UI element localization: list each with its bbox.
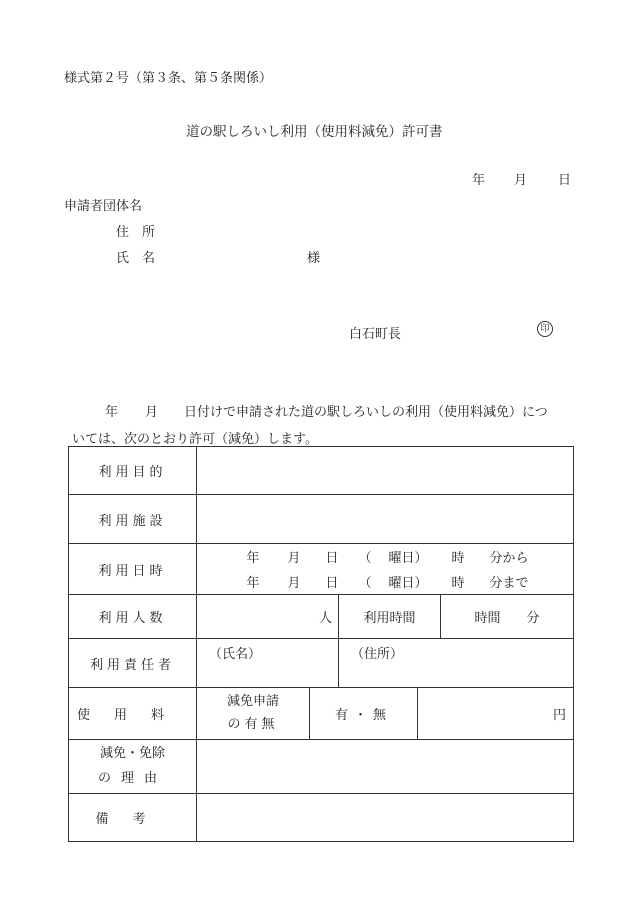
table-row bbox=[69, 639, 574, 688]
dt-from-year: 年 bbox=[246, 551, 260, 566]
fee-label: 使用料 bbox=[69, 688, 197, 740]
exempt-apply-line1: 減免申請 bbox=[226, 694, 279, 710]
dt-from-day: 日 bbox=[325, 551, 339, 566]
dt-from-weekday: 曜日） bbox=[388, 551, 428, 566]
table-row bbox=[69, 595, 574, 639]
table-row bbox=[69, 688, 574, 740]
facility-value bbox=[197, 495, 574, 544]
form-number: 様式第２号（第３条、第５条関係） bbox=[64, 71, 273, 86]
date-month: 月 bbox=[514, 173, 528, 188]
dt-from-hour: 時 bbox=[451, 551, 465, 566]
exempt-apply-line2: の有無 bbox=[227, 716, 279, 732]
dt-to-year: 年 bbox=[246, 576, 260, 591]
table-row bbox=[69, 794, 574, 842]
dt-from-minute: 分から bbox=[489, 551, 529, 566]
facility-label: 利用施設 bbox=[69, 495, 197, 544]
body-text-line1 bbox=[105, 401, 548, 420]
datetime-to-row bbox=[197, 572, 573, 591]
datetime-from-row bbox=[197, 547, 573, 566]
applicant-label: 申請者 bbox=[64, 199, 104, 214]
date-day: 日 bbox=[558, 173, 572, 188]
address-label: 住所 bbox=[116, 225, 169, 240]
table-row bbox=[69, 740, 574, 794]
remarks-label: 備考 bbox=[69, 794, 197, 842]
date-year: 年 bbox=[472, 173, 486, 188]
datetime-value bbox=[197, 544, 574, 595]
body-text-line2: いては、次のとおり許可（減免）します。 bbox=[72, 432, 318, 447]
table-row bbox=[69, 495, 574, 544]
hours-value: 時間 分 bbox=[441, 595, 574, 639]
reason-line2: の理由 bbox=[97, 770, 167, 786]
dt-to-paren: （ bbox=[358, 576, 372, 591]
responsible-address-note: （住所） bbox=[339, 639, 574, 688]
table-row bbox=[69, 447, 574, 495]
purpose-label: 利用目的 bbox=[69, 447, 197, 495]
fee-yen: 円 bbox=[418, 688, 574, 740]
honorific: 様 bbox=[307, 251, 321, 266]
dt-from-paren: （ bbox=[358, 551, 372, 566]
body-rest: 日付けで申請された道の駅しろいしの利用（使用料減免）につ bbox=[184, 405, 548, 420]
dt-to-weekday: 曜日） bbox=[388, 576, 428, 591]
dt-to-day: 日 bbox=[325, 576, 339, 591]
dt-to-month: 月 bbox=[287, 576, 301, 591]
purpose-value bbox=[197, 447, 574, 495]
org-name-label: 団体名 bbox=[103, 199, 143, 214]
body-month: 月 bbox=[145, 405, 159, 420]
issuer-title: 白石町長 bbox=[349, 327, 402, 342]
people-label: 利用人数 bbox=[69, 595, 197, 639]
dt-to-minute: 分まで bbox=[489, 576, 529, 591]
responsible-label: 利用責任者 bbox=[69, 639, 197, 688]
seal-mark: 印 bbox=[537, 321, 553, 337]
datetime-label: 利用日時 bbox=[69, 544, 197, 595]
reason-line1: 減免・免除 bbox=[99, 745, 165, 761]
remarks-value bbox=[197, 794, 574, 842]
permit-table bbox=[68, 446, 574, 842]
body-year: 年 bbox=[105, 405, 119, 420]
issue-date bbox=[472, 169, 571, 188]
document-title: 道の駅しろいし利用（使用料減免）許可書 bbox=[186, 124, 443, 140]
exempt-apply-label bbox=[197, 688, 310, 740]
responsible-name-note: （氏名） bbox=[197, 639, 339, 688]
reason-label bbox=[69, 740, 197, 794]
reason-value bbox=[197, 740, 574, 794]
yes-no: 有・無 bbox=[310, 688, 418, 740]
dt-from-month: 月 bbox=[287, 551, 301, 566]
dt-to-hour: 時 bbox=[451, 576, 465, 591]
hours-label: 利用時間 bbox=[339, 595, 441, 639]
table-row bbox=[69, 544, 574, 595]
name-label: 氏名 bbox=[116, 251, 169, 266]
people-unit: 人 bbox=[197, 595, 339, 639]
